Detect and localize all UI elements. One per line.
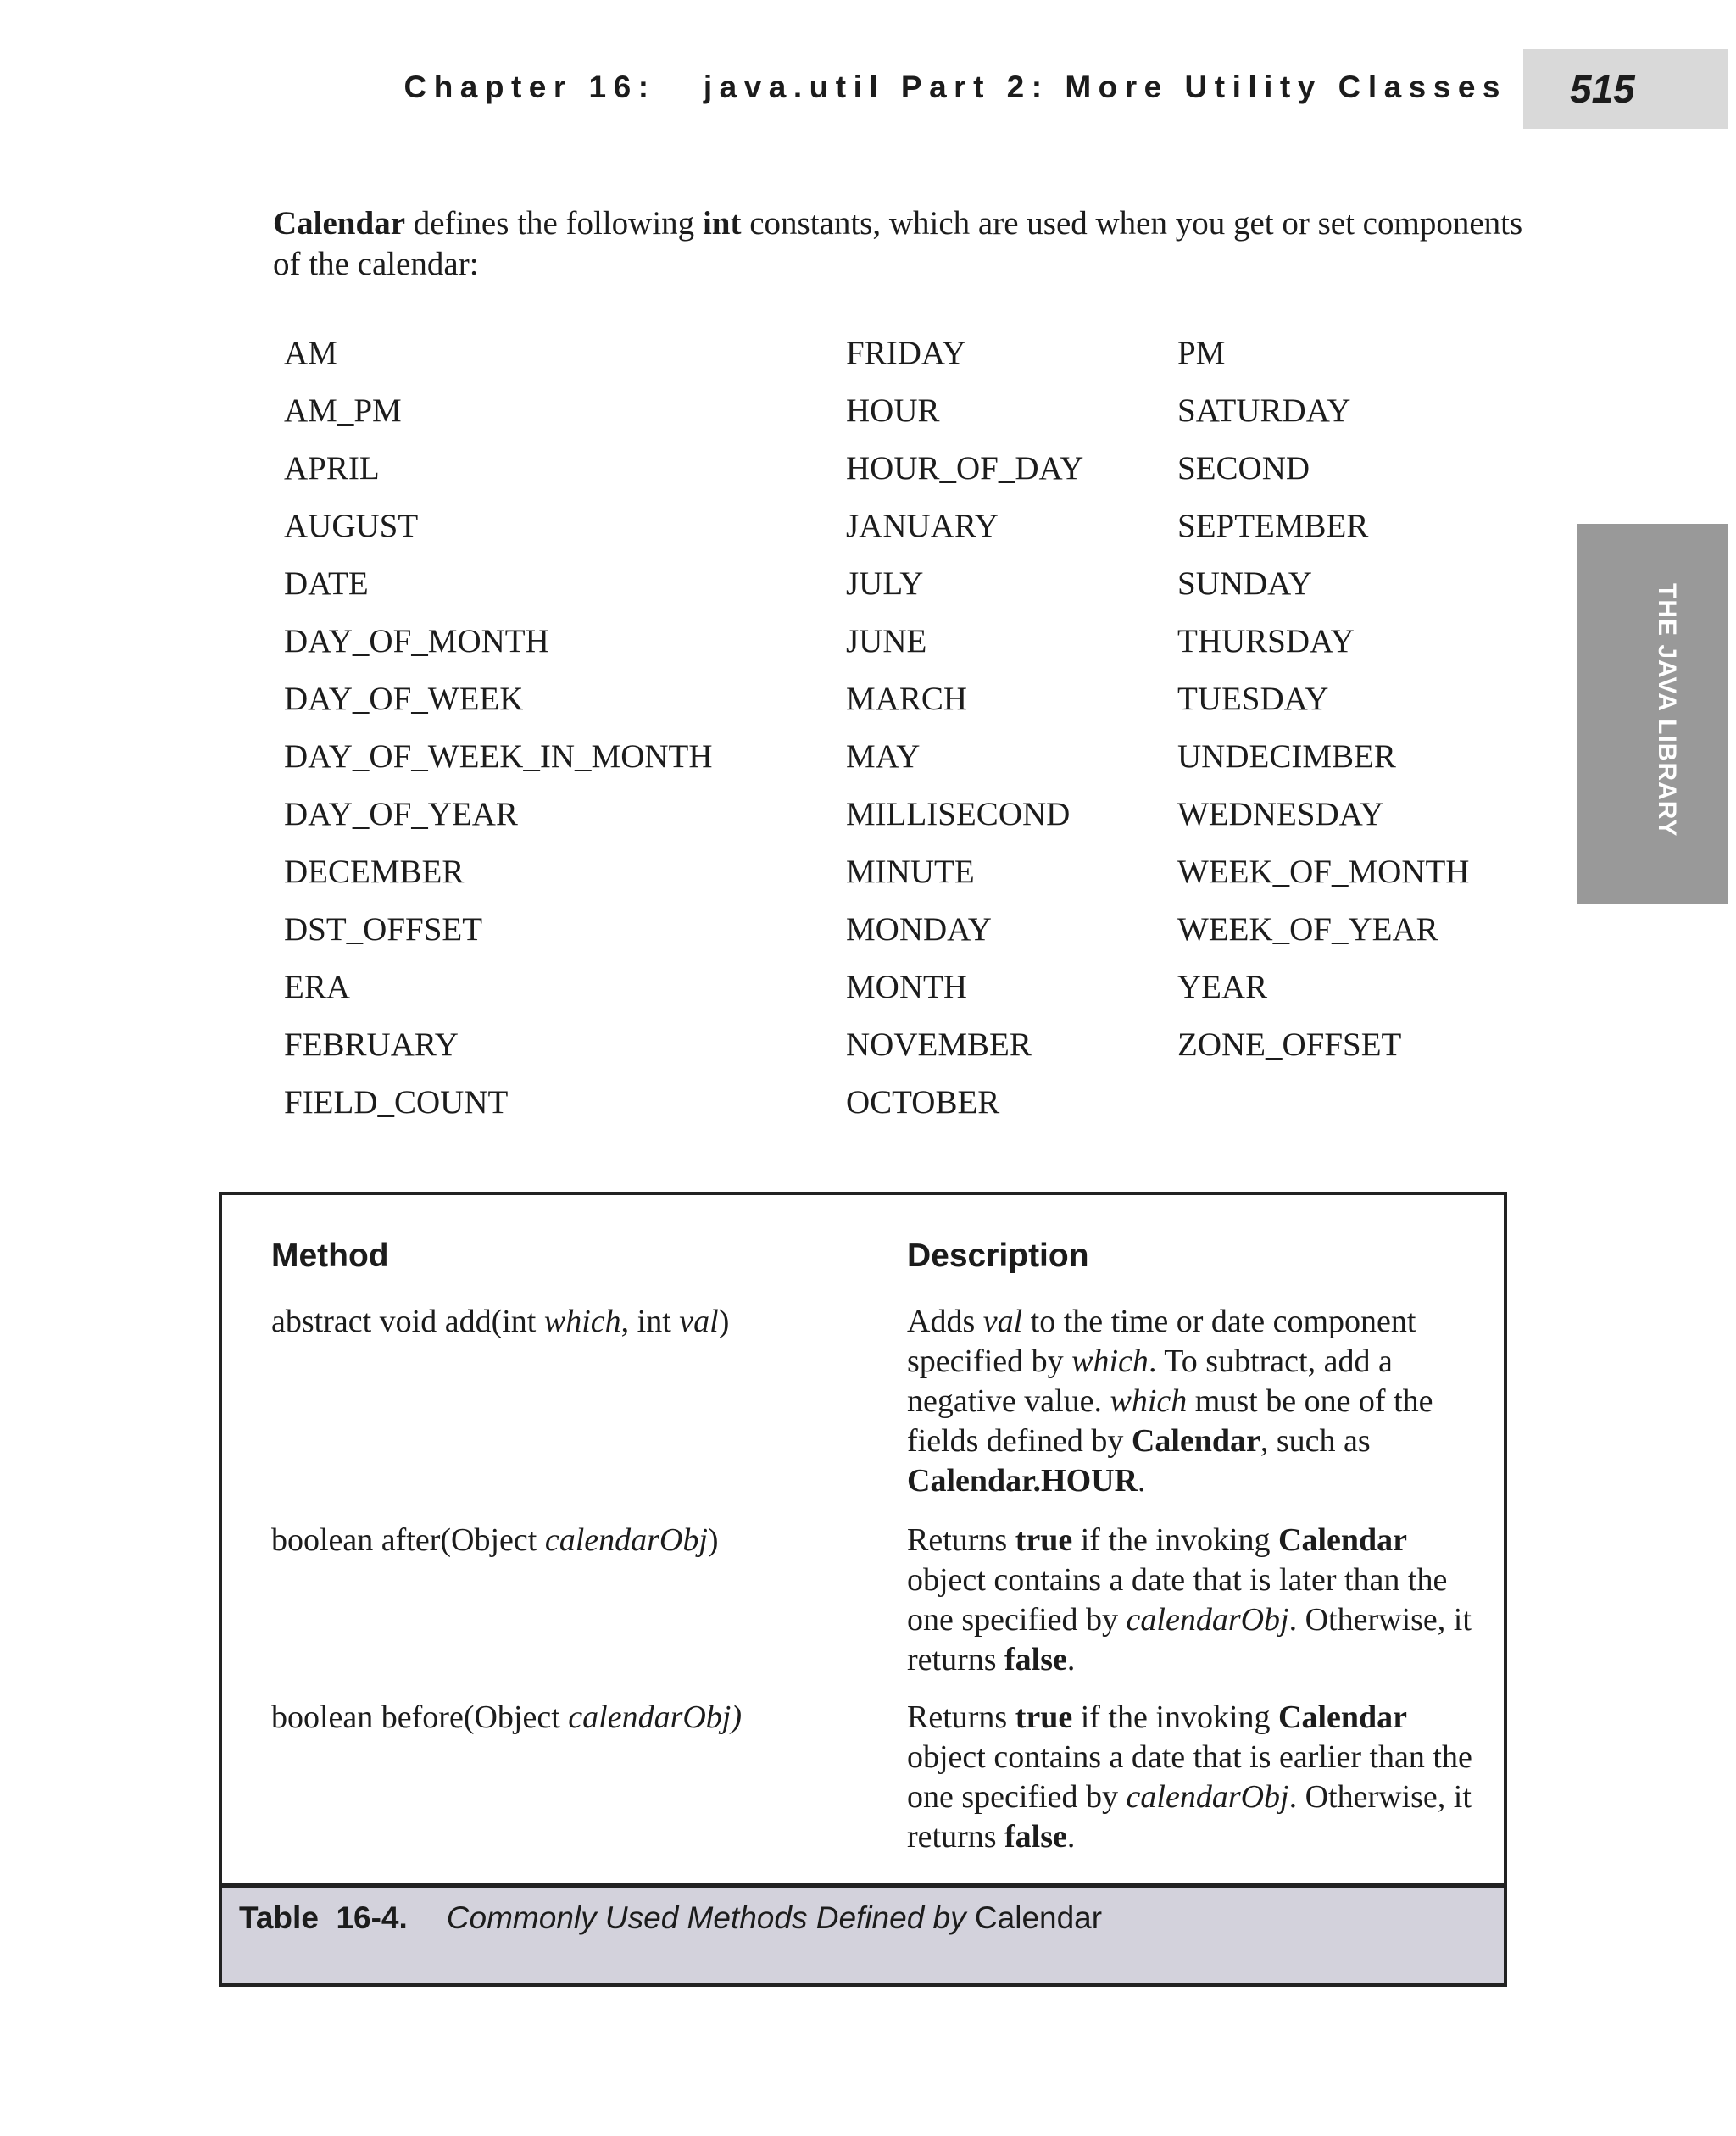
constant-item: DATE — [284, 565, 369, 602]
constant-item: DAY_OF_WEEK — [284, 681, 524, 717]
constant-item: JANUARY — [846, 508, 999, 544]
constant-item: JUNE — [846, 623, 927, 659]
constant-item: HOUR — [846, 392, 940, 429]
constant-item: FEBRUARY — [284, 1026, 459, 1063]
constant-item: SEPTEMBER — [1177, 508, 1369, 544]
constant-item: APRIL — [284, 450, 380, 487]
section-thumb-tab — [1577, 524, 1728, 904]
constant-item: AUGUST — [284, 508, 419, 544]
intro-paragraph — [219, 203, 1524, 285]
constant-item: MAY — [846, 738, 921, 775]
method-signature: boolean after(Object calendarObj) — [271, 1522, 719, 1558]
constant-item: AM — [284, 335, 337, 371]
chapter-title: java.util Part 2: More Utility Classes — [703, 70, 1507, 104]
constant-item: THURSDAY — [1177, 623, 1355, 659]
method-description: Returns true if the invoking Calendar object contains a date that is earlier than the one specified by calendarObj. Otherwise, it returns false. — [907, 1699, 1472, 1855]
constant-item: TUESDAY — [1177, 681, 1329, 717]
constant-item: PM — [1177, 335, 1226, 371]
constant-item: UNDECIMBER — [1177, 738, 1396, 775]
table-title-class: Calendar — [965, 1900, 1103, 1935]
table-title: Commonly Used Methods Defined by — [446, 1900, 966, 1935]
intro-line: Calendar defines the following int constants, which are used when you get or set components of the calendar: — [273, 205, 1523, 282]
section-tab-label: THE JAVA LIBRARY — [1653, 583, 1681, 837]
method-signature: boolean before(Object calendarObj) — [271, 1699, 743, 1735]
method-description: Adds val to the time or date component specified by which. To subtract, add a negative value. which must be one of the fields defined by Calendar, such as Calendar.HOUR. — [907, 1304, 1433, 1499]
constant-item: ZONE_OFFSET — [1177, 1026, 1402, 1063]
constant-item: YEAR — [1177, 969, 1268, 1005]
method-signature: abstract void add(int which, int val) — [271, 1304, 730, 1339]
constant-item: SUNDAY — [1177, 565, 1312, 602]
constant-item: DST_OFFSET — [284, 911, 483, 948]
constant-item: FIELD_COUNT — [284, 1084, 509, 1121]
constant-item: WEDNESDAY — [1177, 796, 1384, 832]
constant-item: JULY — [846, 565, 924, 602]
column-header-description: Description — [907, 1238, 1089, 1274]
constant-item: ERA — [284, 969, 350, 1005]
table-number: Table 16-4. — [239, 1900, 408, 1935]
column-header-method: Method — [271, 1238, 389, 1274]
constant-item: NOVEMBER — [846, 1026, 1032, 1063]
constant-item: FRIDAY — [846, 335, 966, 371]
constants-column-2 — [846, 333, 1083, 1140]
constant-item: WEEK_OF_MONTH — [1177, 854, 1470, 890]
intro-term-int: int — [702, 205, 742, 242]
constant-item: MILLISECOND — [846, 796, 1071, 832]
constant-item: SATURDAY — [1177, 392, 1351, 429]
constant-item: DECEMBER — [284, 854, 465, 890]
constant-item: AM_PM — [284, 392, 402, 429]
constant-item: DAY_OF_YEAR — [284, 796, 518, 832]
table-caption — [222, 1883, 1504, 1983]
constants-column-1 — [284, 333, 713, 1140]
constant-item: DAY_OF_WEEK_IN_MONTH — [284, 738, 713, 775]
constant-item: OCTOBER — [846, 1084, 1000, 1121]
running-header — [403, 70, 1507, 105]
page-number: 515 — [1523, 49, 1728, 129]
constant-item: WEEK_OF_YEAR — [1177, 911, 1438, 948]
constant-item: SECOND — [1177, 450, 1310, 487]
constant-item: HOUR_OF_DAY — [846, 450, 1084, 487]
constants-column-3 — [1177, 333, 1469, 1082]
constant-item: MONTH — [846, 969, 967, 1005]
method-description: Returns true if the invoking Calendar object contains a date that is later than the one specified by calendarObj. Otherwise, it returns false. — [907, 1522, 1472, 1677]
constant-item: DAY_OF_MONTH — [284, 623, 549, 659]
constant-item: MINUTE — [846, 854, 975, 890]
chapter-label: Chapter 16: — [403, 70, 656, 104]
methods-table — [219, 1192, 1507, 1987]
constant-item: MONDAY — [846, 911, 992, 948]
intro-term-calendar: Calendar — [273, 205, 405, 242]
constant-item: MARCH — [846, 681, 968, 717]
